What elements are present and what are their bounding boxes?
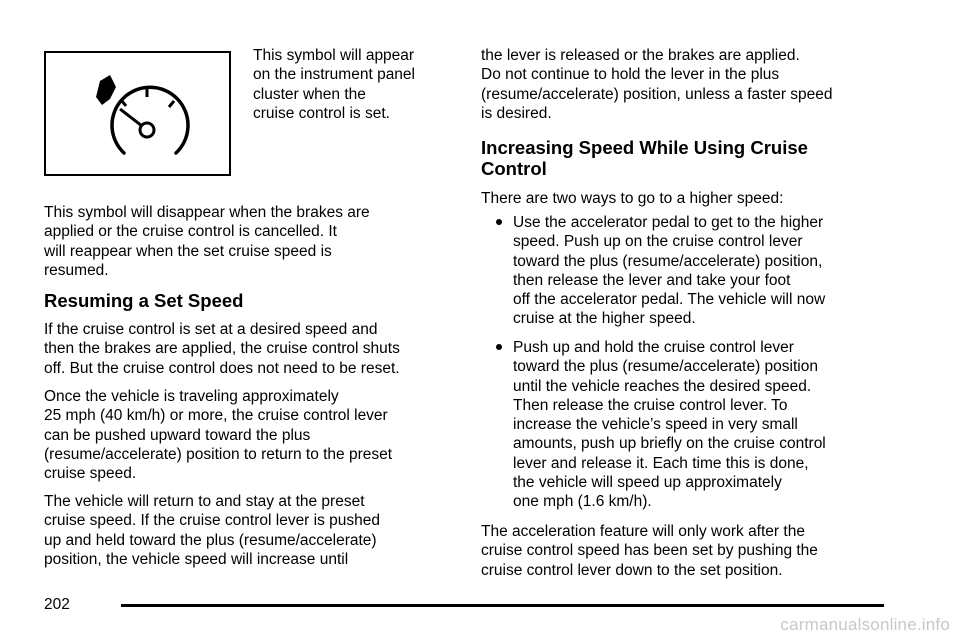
cruise-control-speedometer-icon: [46, 53, 229, 174]
increase-intro: There are two ways to go to a higher speed:: [481, 190, 784, 207]
resume-paragraph-1: If the cruise control is set at a desired speed and then the brakes are applied, the cruise control shuts off. But the cruise control does not need to be reset.: [44, 321, 400, 377]
resume-paragraph-3: The vehicle will return to and stay at the preset cruise speed. If the cruise control lever is pushed up and held toward the plus (resume/accelerate) position, the vehicle speed will increase until: [44, 493, 381, 568]
intro-paragraph: This symbol will disappear when the brakes are applied or the cruise control is cancelled. It will reappear when the set cruise speed is resumed.: [44, 204, 370, 279]
footer-rule: [121, 604, 884, 607]
cruise-symbol-box: [44, 51, 231, 176]
continued-paragraph: the lever is released or the brakes are applied. Do not continue to hold the lever in the plus (resume/accelerate) position, unless a faster speed is desired.: [481, 47, 833, 122]
caption-line: cruise control is set.: [253, 104, 390, 122]
page-number: 202: [44, 596, 70, 613]
resume-paragraph-2: Once the vehicle is traveling approximately 25 mph (40 km/h) or more, the cruise control lever can be pushed upward toward the plus (resume/accelerate) position to return to the preset cruise speed.: [44, 388, 393, 483]
bullet-dot: [496, 344, 502, 350]
bullet-dot: [496, 219, 502, 225]
caption-line: on the instrument panel: [253, 66, 415, 84]
watermark: carmanualsonline.info: [780, 615, 950, 634]
caption-line: cluster when the: [253, 85, 366, 103]
closing-paragraph: The acceleration feature will only work after the cruise control speed has been set by pushing the cruise control lever down to the set position.: [481, 523, 818, 579]
caption-line: This symbol will appear: [253, 47, 415, 64]
list-item: Push up and hold the cruise control lever toward the plus (resume/accelerate) position until the vehicle reaches the desired speed. Then release the cruise control lever. To increase the vehicle’s speed in very small amounts, push up briefly on the cruise control lever and release it. Each time this is done, the vehicle will speed up approximately one mph (1.6 km/h).: [481, 338, 913, 512]
symbol-caption: [253, 46, 453, 123]
list-item: Use the accelerator pedal to get to the higher speed. Push up on the cruise control lever toward the plus (resume/accelerate) position, then release the lever and take your foot off the accelerator pedal. The vehicle will now cruise at the higher speed.: [481, 213, 913, 329]
increase-heading: Increasing Speed While Using Cruise Control: [481, 137, 808, 179]
resume-heading: Resuming a Set Speed: [44, 290, 244, 311]
